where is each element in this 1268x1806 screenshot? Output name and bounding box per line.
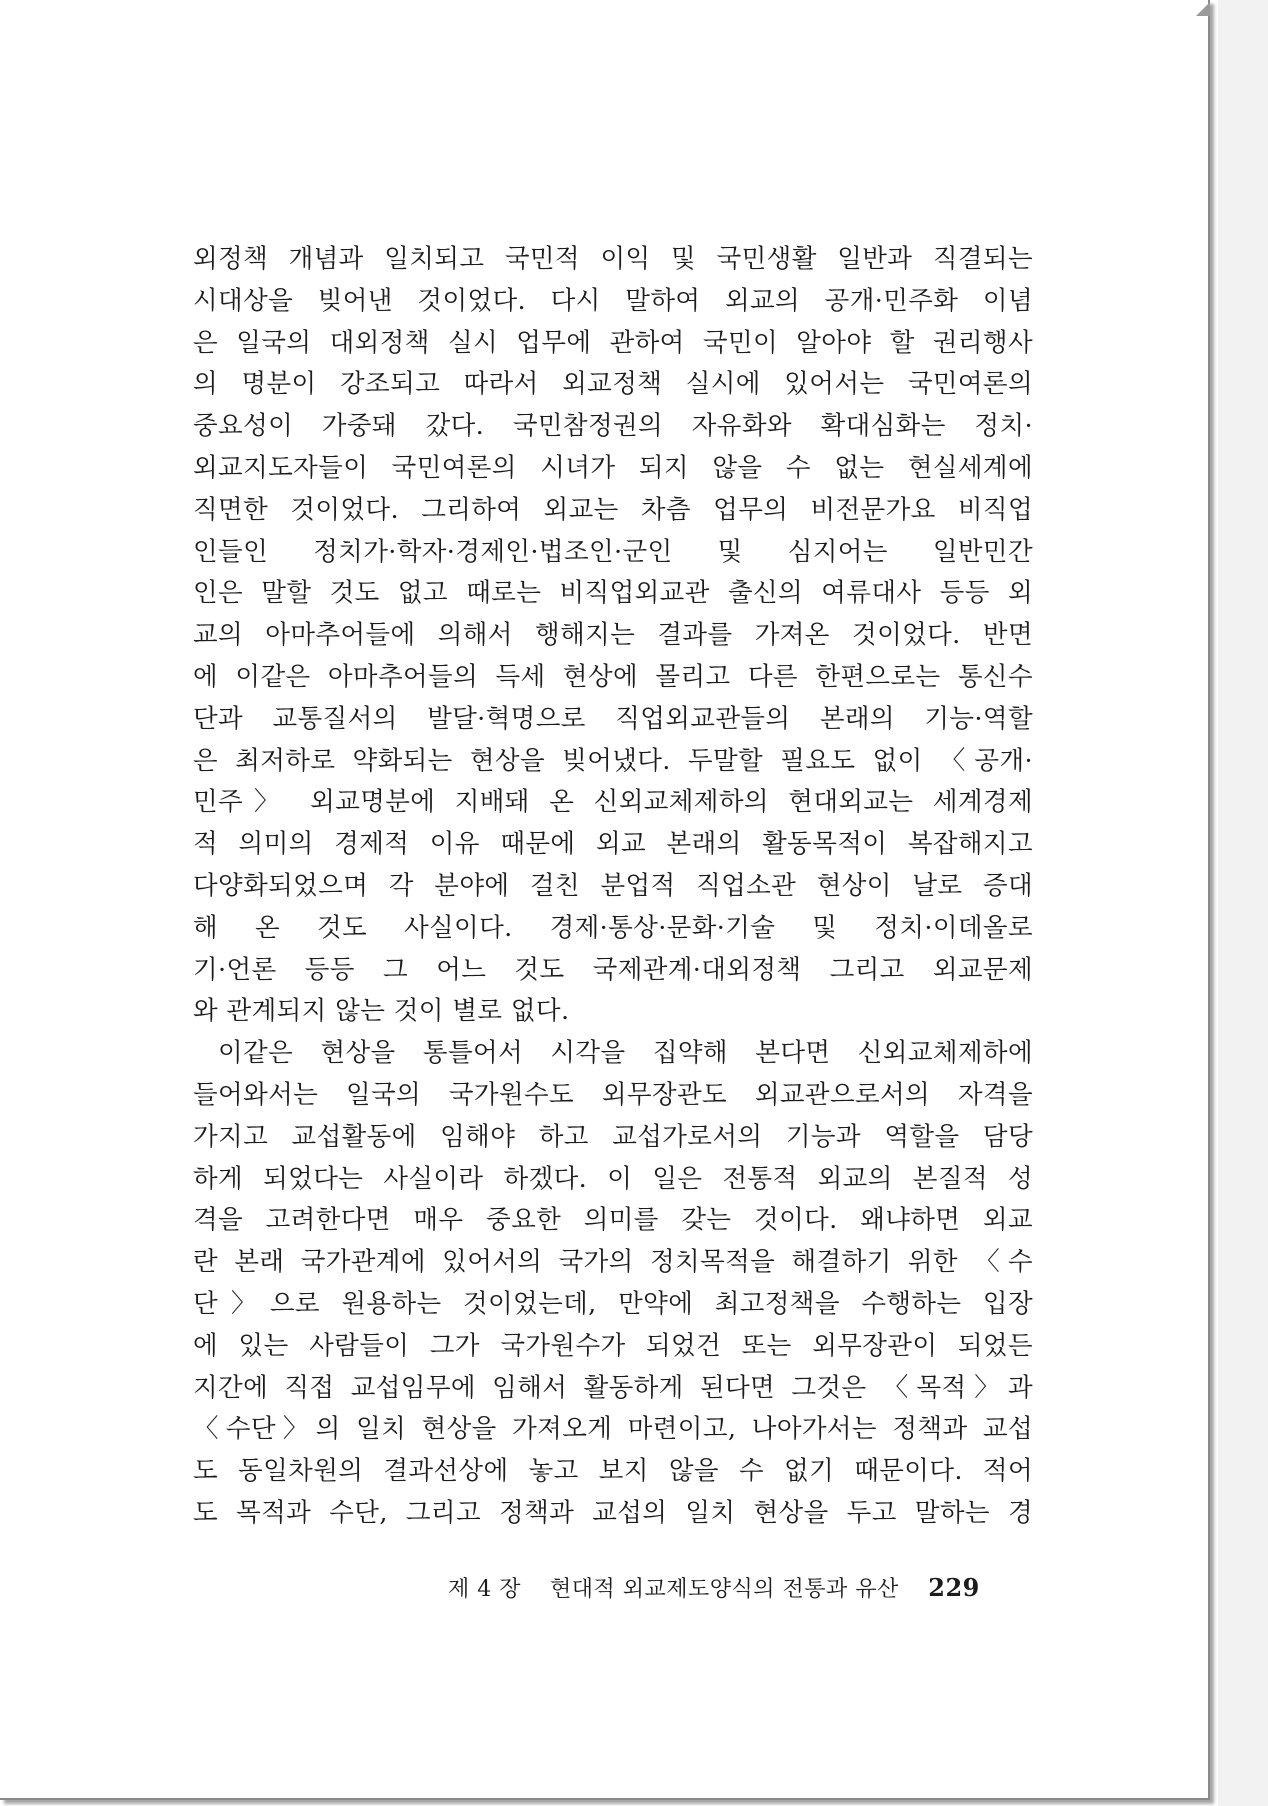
text-line: 하게 되었다는 사실이라 하겠다. 이 일은 전통적 외교의 본질적 성 <box>193 1163 1033 1194</box>
text-line: 격을 고려한다면 매우 중요한 의미를 갖는 것이다. 왜냐하면 외교 <box>193 1205 1033 1236</box>
text-line: 〈수단〉의 일치 현상을 가져오게 마련이고, 나아가서는 정책과 교섭 <box>193 1414 1033 1445</box>
text-line: 인은 말할 것도 없고 때로는 비직업외교관 출신의 여류대사 등등 외 <box>193 578 1033 609</box>
text-line: 외정책 개념과 일치되고 국민적 이익 및 국민생활 일반과 직결되는 <box>193 244 1033 274</box>
text-line: 들어와서는 일국의 국가원수도 외무장관도 외교관으로서의 자격을 <box>193 1079 1033 1110</box>
text-line: 교의 아마추어들에 의해서 행해지는 결과를 가져온 것이었다. 반면 <box>193 620 1033 651</box>
text-line-paragraph-end: 와 관계되지 않는 것이 별로 없다. <box>193 996 570 1027</box>
text-line: 단〉으로 원용하는 것이었는데, 만약에 최고정책을 수행하는 입장 <box>193 1288 1033 1319</box>
text-line: 민주〉 외교명분에 지배돼 온 신외교체제하의 현대외교는 세계경제 <box>193 787 1033 818</box>
text-line: 도 동일차원의 결과선상에 놓고 보지 않을 수 없기 때문이다. 적어 <box>193 1456 1033 1487</box>
text-line: 은 최저하로 약화되는 현상을 빚어냈다. 두말할 필요도 없이 〈공개· <box>193 745 1033 776</box>
running-footer <box>448 1572 1028 1603</box>
text-line: 가지고 교섭활동에 임해야 하고 교섭가로서의 기능과 역할을 담당 <box>193 1121 1033 1152</box>
text-line: 에 이같은 아마추어들의 득세 현상에 몰리고 다른 한편으로는 통신수 <box>193 661 1033 692</box>
page-number: 229 <box>928 1573 980 1602</box>
text-line: 지간에 직접 교섭임무에 임해서 활동하게 된다면 그것은 〈목적〉과 <box>193 1372 1033 1403</box>
text-line: 적 의미의 경제적 이유 때문에 외교 본래의 활동목적이 복잡해지고 <box>193 829 1033 860</box>
text-line: 직면한 것이었다. 그리하여 외교는 차츰 업무의 비전문가요 비직업 <box>193 494 1033 525</box>
text-line: 의 명분이 강조되고 따라서 외교정책 실시에 있어서는 국민여론의 <box>193 369 1033 400</box>
page-body-text <box>193 239 1033 1535</box>
text-line: 외교지도자들이 국민여론의 시녀가 되지 않을 수 없는 현실세계에 <box>193 452 1033 483</box>
footer-chapter: 제 4 장 <box>448 1577 521 1602</box>
text-line: 란 본래 국가관계에 있어서의 국가의 정치목적을 해결하기 위한 〈수 <box>193 1247 1033 1278</box>
text-line: 은 일국의 대외정책 실시 업무에 관하여 국민이 알아야 할 권리행사 <box>193 327 1033 358</box>
viewer-background-edge <box>1218 0 1268 1806</box>
footer-title: 현대적 외교제도양식의 전통과 유산 <box>550 1577 899 1602</box>
text-line: 중요성이 가중돼 갔다. 국민참정권의 자유화와 확대심화는 정치· <box>193 411 1033 442</box>
text-line: 해 온 것도 사실이다. 경제·통상·문화·기술 및 정치·이데올로 <box>193 912 1033 943</box>
page-curl-corner <box>1196 2 1210 16</box>
text-line: 도 목적과 수단, 그리고 정책과 교섭의 일치 현상을 두고 말하는 경 <box>193 1497 1033 1528</box>
text-line: 단과 교통질서의 발달·혁명으로 직업외교관들의 본래의 기능·역할 <box>193 703 1033 734</box>
text-line: 인들인 정치가·학자·경제인·법조인·군인 및 심지어는 일반민간 <box>193 536 1033 567</box>
text-line: 기·언론 등등 그 어느 것도 국제관계·대외정책 그리고 외교문제 <box>193 954 1033 985</box>
text-line: 시대상을 빚어낸 것이었다. 다시 말하여 외교의 공개·민주화 이념 <box>193 285 1033 316</box>
text-line-paragraph-start: 이같은 현상을 통틀어서 시각을 집약해 본다면 신외교체제하에 <box>218 1038 1033 1069</box>
text-line: 다양화되었으며 각 분야에 걸친 분업적 직업소관 현상이 날로 증대 <box>193 870 1033 901</box>
text-line: 에 있는 사람들이 그가 국가원수가 되었건 또는 외무장관이 되었든 <box>193 1330 1033 1361</box>
